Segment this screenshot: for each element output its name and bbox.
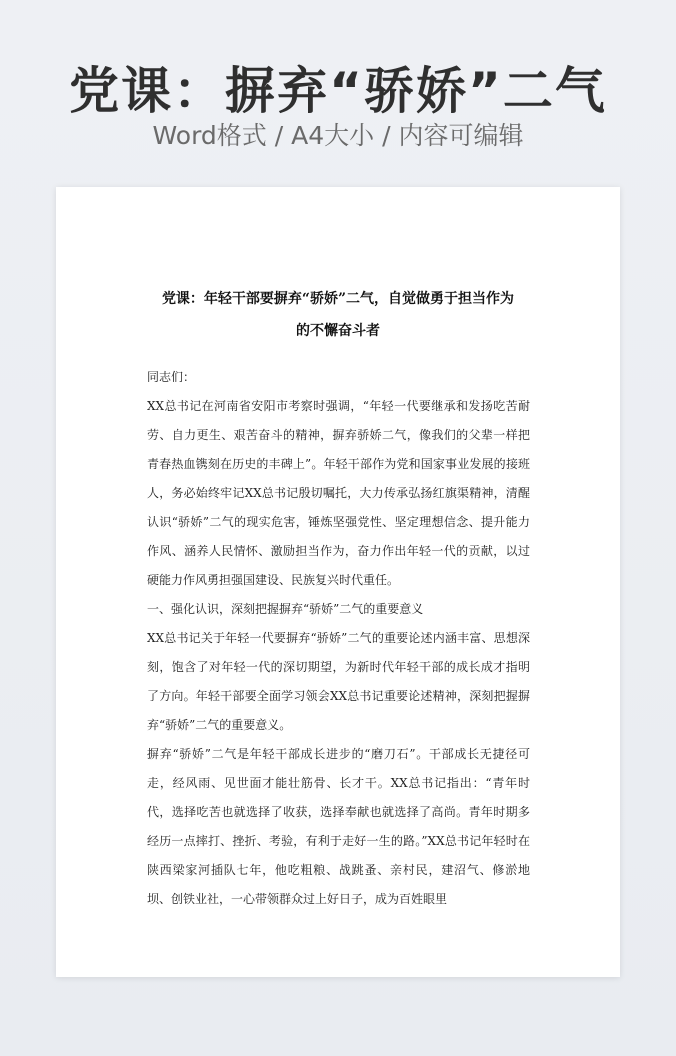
document-page-preview (56, 187, 620, 977)
banner-title: 党课：摒弃“骄娇”二气 (69, 62, 607, 120)
body-paragraph-3: 摒弃“骄娇”二气是年轻干部成长进步的“磨刀石”。干部成长无捷径可走，经风雨、见世面才能壮筋骨、长才干。XX总书记指出：“青年时代，选择吃苦也就选择了收获，选择奉献也就选择了高尚。青年时期多经历一点摔打、挫折、考验，有利于走好一生的路。”XX总书记年轻时在陕西梁家河插队七年，他吃粗粮、战跳蚤、亲村民，建沼气、修淤地坝、创铁业社，一心带领群众过上好日子，成为百姓眼里 (147, 747, 530, 906)
document-body (147, 363, 530, 914)
section-heading-1: 一、强化认识，深刻把握摒弃“骄娇”二气的重要意义 (147, 602, 424, 616)
banner-subtitle: Word格式 / A4大小 / 内容可编辑 (152, 121, 524, 150)
body-paragraph-intro: XX总书记在河南省安阳市考察时强调，“年轻一代要继承和发扬吃苦耐劳、自力更生、艰苦奋斗的精神，摒弃骄娇二气，像我们的父辈一样把青春热血镌刻在历史的丰碑上”。年轻干部作为党和国家事业发展的接班人，务必始终牢记XX总书记殷切嘱托，大力传承弘扬红旗渠精神，清醒认识“骄娇”二气的现实危害，锤炼坚强党性、坚定理想信念、提升能力作风、涵养人民情怀、激励担当作为，奋力作出年轻一代的贡献，以过硬能力作风勇担强国建设、民族复兴时代重任。 (147, 399, 530, 587)
document-title-line-1: 党课：年轻干部要摒弃“骄娇”二气，自觉做勇于担当作为 (161, 291, 515, 307)
document-title (56, 283, 620, 347)
salutation: 同志们： (147, 370, 196, 384)
document-title-line-2: 的不懈奋斗者 (296, 323, 380, 339)
body-paragraph-2: XX总书记关于年轻一代要摒弃“骄娇”二气的重要论述内涵丰富、思想深刻，饱含了对年轻一代的深切期望，为新时代年轻干部的成长成才指明了方向。年轻干部要全面学习领会XX总书记重要论述精神，深刻把握摒弃“骄娇”二气的重要意义。 (147, 631, 530, 732)
